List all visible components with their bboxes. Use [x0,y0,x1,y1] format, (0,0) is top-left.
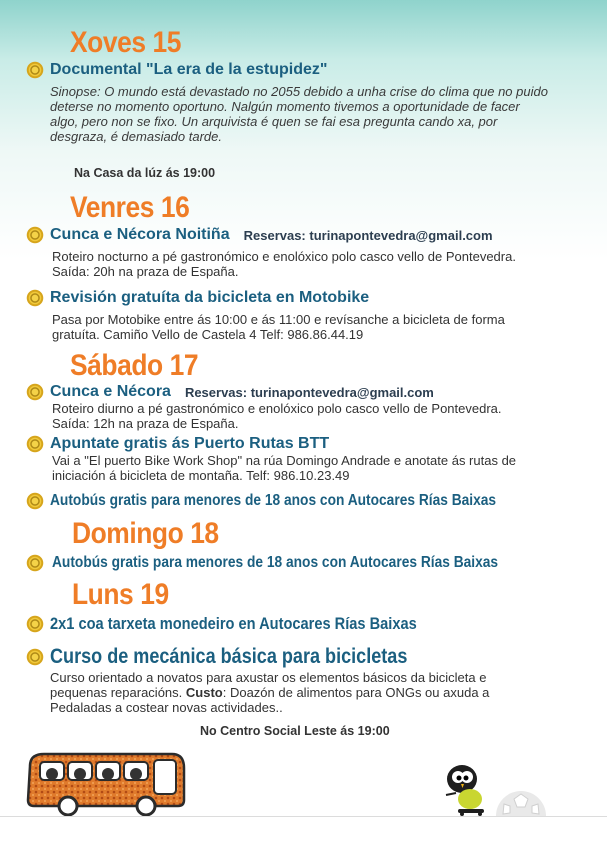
event-title-text: Curso de mecánica básica para bicicletas [50,645,408,668]
flower-bullet-icon [26,289,44,307]
flower-bullet-icon [26,648,44,666]
event-title-documental [26,61,327,79]
event-title-cunca-noitina [26,226,493,244]
flower-bullet-icon [26,226,44,244]
day-heading-xoves: Xoves 15 [70,26,181,59]
flower-bullet-icon [26,615,44,633]
event-title-autobus-sabado [26,492,569,510]
event-title-text: Autobús gratis para menores de 18 anos con Autocares Rías Baixas [50,492,497,509]
event-title-text: Cunca e Nécora Noitiña [50,226,230,243]
event-location: No Centro Social Leste ás 19:00 [200,724,390,738]
bottom-divider [0,816,607,817]
event-title-cunca [26,383,434,401]
day-heading-venres: Venres 16 [70,191,190,224]
reservation-info: Reservas: turinapontevedra@gmail.com [243,227,493,243]
event-description: Roteiro nocturno a pé gastronómico e enolóxico polo casco vello de Pontevedra. Saída: 20h na praza de España. [52,249,516,279]
event-title-autobus-domingo [26,554,571,572]
event-synopsis: Sinopse: O mundo está devastado no 2055 debido a unha crise do clima que no puido deterse no momento oportuno. Nalgún momento tivemos a oportunidade de facer algo, pero non se fixo. Un arquivista é quen se fai esa pregunta cando xa, por desgraza, é demasiado tarde. [50,84,548,144]
event-description [50,670,520,715]
event-title-2x1 [26,614,476,634]
event-location: Na Casa da lúz ás 19:00 [74,166,216,180]
event-title-text: Cunca e Nécora [50,383,171,400]
day-heading-sabado: Sábado 17 [70,349,199,382]
soccer-ball-illustration [494,786,548,816]
event-title-motobike [26,289,369,307]
flower-bullet-icon [26,554,44,572]
cost-label: Custo [185,685,223,700]
event-description: Vai a "El puerto Bike Work Shop" na rúa Domingo Andrade e anotate ás rutas de iniciación á bicicleta de montaña. Telf: 986.10.23.49 [52,453,517,483]
event-description: Pasa por Motobike entre ás 10:00 e ás 11:00 e revísanche a bicicleta de forma gratuíta. Camiño Vello de Castela 4 Telf: 986.86.44.19 [52,312,505,342]
flower-bullet-icon [26,61,44,79]
day-heading-luns: Luns 19 [72,578,169,611]
event-title-curso [26,645,466,669]
bus-illustration [22,748,190,816]
flower-bullet-icon [26,492,44,510]
bird-mascot-illustration [440,757,496,817]
reservation-info: Reservas: turinapontevedra@gmail.com [184,384,434,400]
day-heading-domingo: Domingo 18 [72,517,219,550]
event-title-text: Revisión gratuíta da bicicleta en Motobike [50,289,370,306]
flower-bullet-icon [26,383,44,401]
event-title-text: 2x1 coa tarxeta monedeiro en Autocares Rías Baixas [50,614,417,633]
event-title-text: Autobús gratis para menores de 18 anos con Autocares Rías Baixas [52,554,499,571]
event-title-text: Documental "La era de la estupidez" [50,61,328,78]
event-description: Roteiro diurno a pé gastronómico e enolóxico polo casco vello de Pontevedra. Saída: 12h na praza de España. [52,401,502,431]
description-part: : Doazón de alimentos para ONGs ou axuda a Pedaladas a costear novas actividades.. [50,685,490,715]
event-title-puerto-rutas [26,435,329,453]
event-title-text: Apuntate gratis ás Puerto Rutas BTT [50,435,330,452]
flower-bullet-icon [26,435,44,453]
description-part: Curso orientado a novatos para axustar os elementos básicos da bicicleta e pequenas reparacións. [50,670,487,700]
